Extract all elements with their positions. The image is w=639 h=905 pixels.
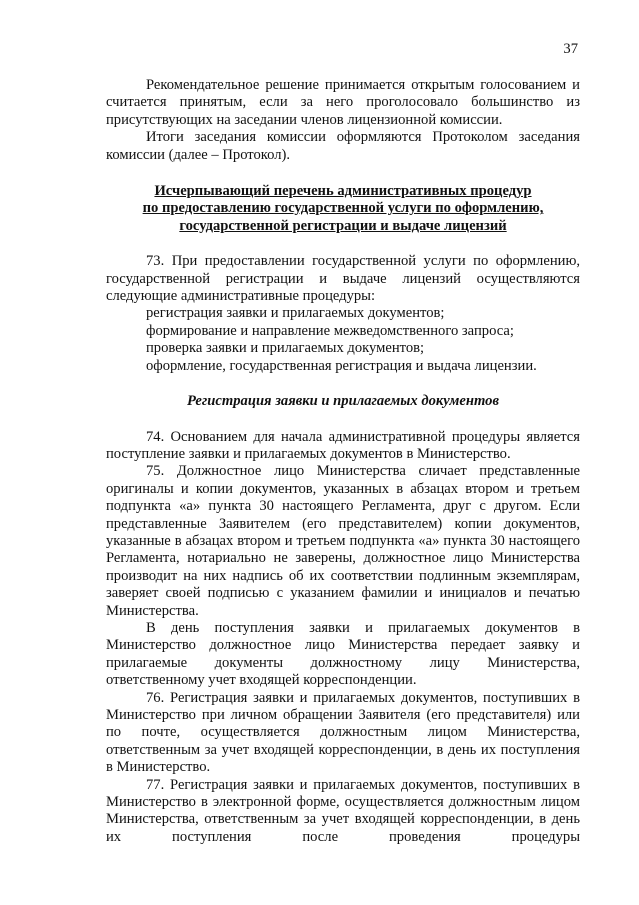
heading-line: по предоставлению государственной услуги по оформлению, xyxy=(142,200,544,217)
paragraph: В день поступления заявки и прилагаемых документов в Министерство должностное лицо Министерства передает заявку и прилагаемые документы должностному лицу Министерства, ответственному учет входящей корреспонденции. xyxy=(106,619,580,689)
paragraph: 75. Должностное лицо Министерства сличает представленные оригиналы и копии документов, указанных в абзацах втором и третьем подпункта «а» пункта 30 настоящего Регламента, друг с другом. Если представленные Заявителем (его представителем) копии документов, указанные в абзацах втором и третьем подпункта «а» пункта 30 настоящего Регламента, нотариально не заверены, должностное лицо Министерства производит на них надпись об их соответствии подлинным экземплярам, заверяет своей подписью с указанием фамилии и инициалов и печатью Министерства. xyxy=(106,463,580,619)
paragraph: Рекомендательное решение принимается открытым голосованием и считается принятым, если за него проголосовало большинство из присутствующих на заседании членов лицензионной комиссии. xyxy=(106,77,580,128)
page-number: 37 xyxy=(563,41,578,57)
paragraph: 76. Регистрация заявки и прилагаемых документов, поступивших в Министерство при личном обращении Заявителя (его представителя) или по почте, осуществляется должностным лицом Министерства, ответственным за учет входящей корреспонденции, в день их поступления в Министерство. xyxy=(106,689,580,776)
paragraph: Итоги заседания комиссии оформляются Протоколом заседания комиссии (далее – Протокол). xyxy=(106,129,580,163)
list-item: оформление, государственная регистрация и выдача лицензии. xyxy=(146,357,537,374)
section-heading-registration: Регистрация заявки и прилагаемых документов xyxy=(187,393,499,410)
heading-line: государственной регистрации и выдаче лицензий xyxy=(179,217,507,234)
list-item: регистрация заявки и прилагаемых документов; xyxy=(146,305,445,322)
list-item: проверка заявки и прилагаемых документов; xyxy=(146,340,425,357)
heading-line: Исчерпывающий перечень административных процедур xyxy=(154,183,532,200)
paragraph: 73. При предоставлении государственной услуги по оформлению, государственной регистрации и выдаче лицензий осуществляются следующие административные процедуры: xyxy=(106,253,580,305)
paragraph: 77. Регистрация заявки и прилагаемых документов, поступивших в Министерство в электронной форме, осуществляется должностным лицом Министерства, ответственным за учет входящей корреспонденции, в день их поступления после проведения процедуры xyxy=(106,776,580,845)
page-content xyxy=(106,77,580,846)
list-item: формирование и направление межведомственного запроса; xyxy=(146,322,514,339)
paragraph: 74. Основанием для начала административной процедуры является поступление заявки и прилагаемых документов в Министерство. xyxy=(106,428,580,462)
section-heading-procedures xyxy=(106,183,580,235)
